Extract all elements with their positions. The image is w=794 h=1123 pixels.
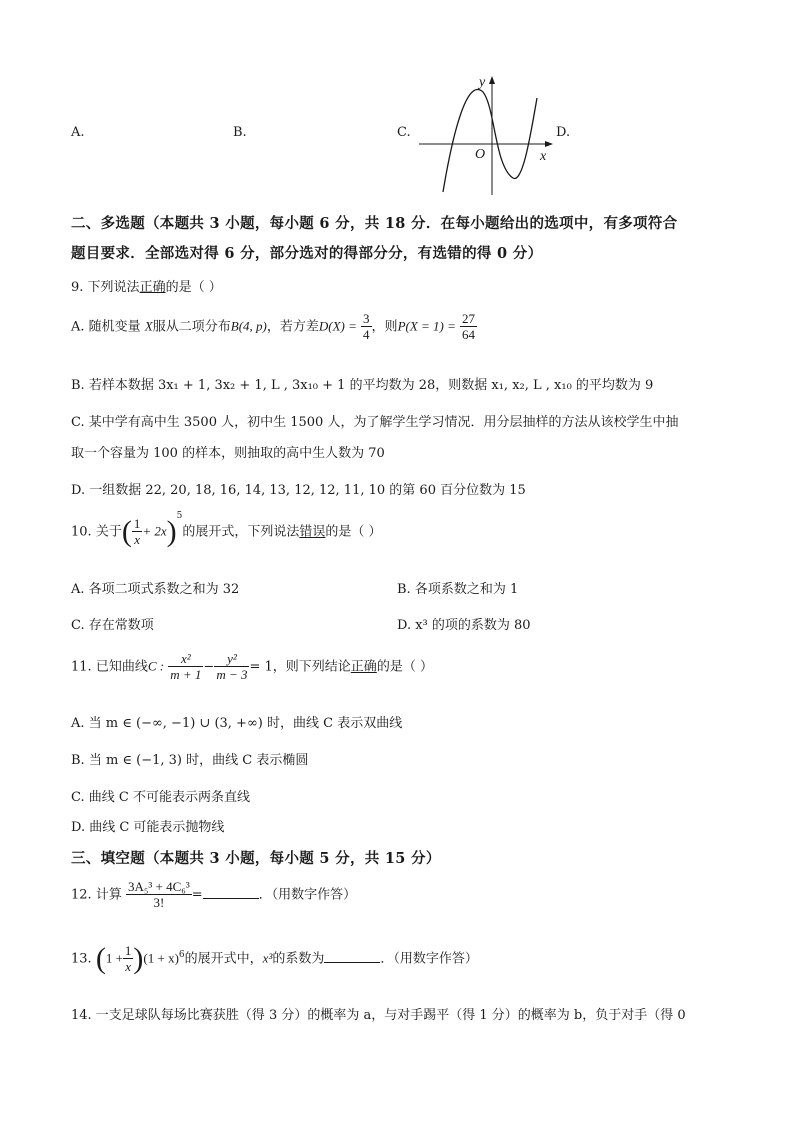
q9-a-pre: A. 随机变量 [71,319,141,335]
q11-minus: − [203,659,215,675]
q11-post-pre: ，则下列结论 [272,659,351,675]
q13-post: ．（用数字作答） [380,951,478,967]
q10-right-paren: ) [166,515,177,548]
cubic-graph [415,72,557,197]
q13-post-pre: 的展开式中， [184,951,263,967]
q10-plus-term: + 2x [142,523,167,539]
q12-frac: $\frac{\text{3A₅³ + 4C₆³}}{3!}$ [127,879,190,910]
q9-number: 9. [71,280,84,295]
q9-a-then: ，则 [371,319,398,335]
q9-a-answer: $\frac{27}{64}$ [462,311,476,342]
q13-post-mid: 的系数为 [272,951,325,967]
q13-right-paren: ) [133,942,144,975]
q10-left-paren: ( [121,515,132,548]
q13-frac: $\frac{1}{x}$ [124,943,132,974]
q11-curve: C : [147,658,165,674]
q11-option-c: C. 曲线 C 不可能表示两条直线 [71,790,250,805]
x-axis-label: x [540,149,547,164]
q13-stem [71,942,478,976]
q9-option-b: B. 若样本数据 3x₁ + 1, 3x₂ + 1, L , 3x₁₀ + 1 的平均数为 28，则数据 x₁, x₂, L , x₁₀ 的平均数为 9 [71,378,654,393]
q9-stem [71,276,222,295]
q9-option-c-line2: 取一个容量为 100 的样本，则抽取的高中生人数为 70 [71,446,385,461]
q11-post-key: 正确 [350,659,377,675]
q13-lead: 1 + [105,950,123,966]
q10-option-a: A. 各项二项式系数之和为 32 [71,582,240,597]
q11-pre: 已知曲线 [95,659,148,675]
q10-post-key: 错误 [299,524,326,540]
x-axis-arrow [545,141,553,147]
q9-stem-key: 正确 [139,280,166,295]
q14-stem: 14. 一支足球队每场比赛获胜（得 3 分）的概率为 a，与对手踢平（得 1 分）的概率为 b，负于对手（得 0 [71,1008,686,1023]
q10-frac: $\frac{1}{x}$ [133,516,141,547]
cubic-curve [443,90,537,192]
q11-option-d: D. 曲线 C 可能表示抛物线 [71,820,225,835]
q9-a-mid: 服从二项分布 [152,319,231,335]
option-d-label: D. [556,125,571,140]
option-a-label: A. [71,125,85,140]
q10-stem [71,511,382,549]
q13-mid: (1 + x) [143,950,179,966]
q12-pre: 计算 [95,887,122,903]
q12-stem [71,880,356,910]
section2-line1: 二、多选题（本题共 3 小题，每小题 6 分，共 18 分．在每小题给出的选项中，有多项符合 [71,215,678,232]
q12-number: 12. [71,887,92,903]
q10-exponent: 5 [176,511,183,522]
q13-answer-blank[interactable] [324,950,380,963]
q11-post-end: 的是（ ） [376,659,433,675]
q10-option-b: B. 各项系数之和为 1 [397,582,519,597]
q9-stem-post: 的是（ ） [165,280,222,295]
q11-frac2: $\frac{\text{y²}}{m - 3}$ [216,651,248,682]
q10-post-end: 的是（ ） [325,524,382,540]
q10-pre: 关于 [95,524,122,540]
q12-answer-blank[interactable] [203,886,259,899]
option-b-label: B. [233,125,247,140]
q9-option-d: D. 一组数据 22, 20, 18, 16, 14, 13, 12, 12, 11, 10 的第 60 百分位数为 15 [71,483,526,498]
q9-a-x: X [144,318,153,334]
y-axis-label: y [479,75,486,90]
q13-post-x3: x³ [262,950,273,966]
q10-number: 10. [71,524,92,540]
q9-a-mid2: ，若方差 [266,319,319,335]
q11-option-b: B. 当 m ∈ (−1, 3) 时，曲线 C 表示椭圆 [71,753,309,768]
q11-eq: = 1 [249,659,273,675]
q11-option-a: A. 当 m ∈ (−∞, −1) ∪ (3, +∞) 时，曲线 C 表示双曲线 [71,716,403,731]
q12-post: ．（用数字作答） [258,887,357,903]
q10-option-d: D. x³ 的项的系数为 80 [397,618,531,633]
q10-option-c: C. 存在常数项 [71,618,154,633]
q11-number: 11. [71,659,92,675]
q13-number: 13. [71,951,92,967]
origin-label: O [475,147,486,162]
q11-stem [71,652,433,682]
section2-line2: 题目要求．全部选对得 6 分，部分选对的得部分分，有选错的得 0 分） [71,245,543,262]
y-axis-arrow [489,76,495,84]
q9-option-c-line1: C. 某中学有高中生 3500 人，初中生 1500 人，为了解学生学习情况．用分层抽样的方法从该校学生中抽 [71,415,679,430]
q9-a-var: D(X) = [318,318,357,334]
q10-post-pre: 的展开式，下列说法 [182,524,300,540]
section3-title: 三、填空题（本题共 3 小题，每小题 5 分，共 15 分） [71,850,441,867]
q9-a-frac: $\frac{3}{4}$ [363,311,370,342]
q12-eq: = [191,887,203,903]
q11-frac1: $\frac{\text{x²}}{m + 1}$ [170,651,202,682]
q9-stem-pre: 下列说法 [87,280,140,295]
option-c-label: C. [397,125,411,140]
q13-exponent: 6 [178,950,185,961]
q9-a-dist: B(4, p) [230,318,267,334]
q13-left-paren: ( [95,942,106,975]
q9-option-a [71,312,477,342]
q9-a-prob: P(X = 1) = [397,318,456,334]
